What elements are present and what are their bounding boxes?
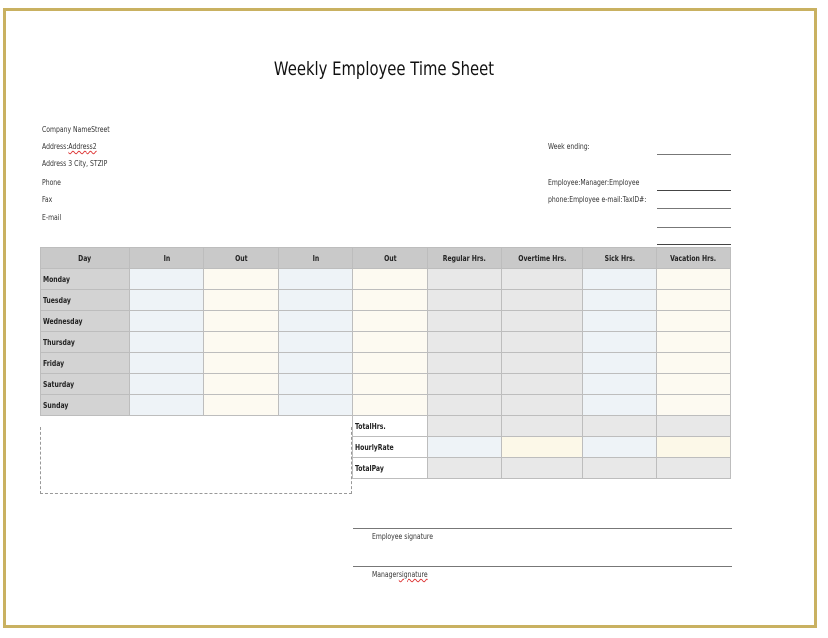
in-1-cell[interactable] bbox=[130, 311, 204, 332]
sick-hrs-cell[interactable] bbox=[583, 311, 657, 332]
phone-email-taxid-label: phone:Employee e-mail:TaxID#: bbox=[548, 195, 647, 204]
out-2-cell[interactable] bbox=[353, 290, 428, 311]
sick-hrs-cell[interactable] bbox=[583, 374, 657, 395]
sick-hrs-cell[interactable] bbox=[583, 332, 657, 353]
header-out-2: Out bbox=[353, 248, 428, 269]
total-vacation-hrs[interactable] bbox=[657, 416, 731, 437]
in-2-cell[interactable] bbox=[279, 290, 353, 311]
vacation-hrs-cell[interactable] bbox=[657, 290, 731, 311]
pay-sick[interactable] bbox=[583, 458, 657, 479]
total-sick-hrs[interactable] bbox=[583, 416, 657, 437]
day-cell: Saturday bbox=[41, 374, 130, 395]
day-cell: Sunday bbox=[41, 395, 130, 416]
out-2-cell[interactable] bbox=[353, 395, 428, 416]
header-sick-hrs: Sick Hrs. bbox=[583, 248, 657, 269]
header-vacation-hrs: Vacation Hrs. bbox=[657, 248, 731, 269]
header-regular-hrs: Regular Hrs. bbox=[428, 248, 502, 269]
header-in-2: In bbox=[279, 248, 353, 269]
in-1-cell[interactable] bbox=[130, 353, 204, 374]
company-line-3: Address 3 City, STZIP bbox=[42, 159, 108, 168]
week-ending-label: Week ending: bbox=[548, 142, 590, 151]
overtime-hrs-cell[interactable] bbox=[502, 374, 583, 395]
company-line-2: Address:Address2 bbox=[42, 142, 97, 151]
table-row bbox=[41, 311, 731, 332]
regular-hrs-cell[interactable] bbox=[428, 353, 502, 374]
day-cell: Monday bbox=[41, 269, 130, 290]
in-1-cell[interactable] bbox=[130, 269, 204, 290]
pay-overtime[interactable] bbox=[502, 458, 583, 479]
regular-hrs-cell[interactable] bbox=[428, 332, 502, 353]
sick-hrs-cell[interactable] bbox=[583, 269, 657, 290]
manager-signature-label: Managersignature bbox=[372, 570, 428, 579]
week-ending-line[interactable] bbox=[657, 154, 731, 155]
regular-hrs-cell[interactable] bbox=[428, 374, 502, 395]
hourly-rate-label: HourlyRate bbox=[353, 437, 428, 458]
day-cell: Wednesday bbox=[41, 311, 130, 332]
company-email: E-mail bbox=[42, 213, 62, 222]
overtime-hrs-cell[interactable] bbox=[502, 332, 583, 353]
regular-hrs-cell[interactable] bbox=[428, 269, 502, 290]
rate-vacation[interactable] bbox=[657, 437, 731, 458]
in-2-cell[interactable] bbox=[279, 395, 353, 416]
vacation-hrs-cell[interactable] bbox=[657, 269, 731, 290]
company-fax: Fax bbox=[42, 195, 53, 204]
table-row bbox=[41, 374, 731, 395]
rate-sick[interactable] bbox=[583, 437, 657, 458]
pay-regular[interactable] bbox=[428, 458, 502, 479]
header-out-1: Out bbox=[204, 248, 279, 269]
table-row bbox=[41, 269, 731, 290]
total-pay-label: TotalPay bbox=[353, 458, 428, 479]
employee-signature-label: Employee signature bbox=[372, 532, 434, 541]
employee-manager-label: Employee:Manager:Employee bbox=[548, 178, 640, 187]
in-2-cell[interactable] bbox=[279, 374, 353, 395]
rate-overtime[interactable] bbox=[502, 437, 583, 458]
employee-signature-line[interactable] bbox=[353, 528, 732, 529]
in-2-cell[interactable] bbox=[279, 332, 353, 353]
in-1-cell[interactable] bbox=[130, 290, 204, 311]
in-1-cell[interactable] bbox=[130, 332, 204, 353]
notes-box[interactable] bbox=[40, 427, 352, 494]
day-cell: Friday bbox=[41, 353, 130, 374]
in-1-cell[interactable] bbox=[130, 395, 204, 416]
overtime-hrs-cell[interactable] bbox=[502, 395, 583, 416]
out-1-cell[interactable] bbox=[204, 311, 279, 332]
out-1-cell[interactable] bbox=[204, 374, 279, 395]
taxid-line[interactable] bbox=[657, 244, 731, 245]
out-1-cell[interactable] bbox=[204, 290, 279, 311]
in-2-cell[interactable] bbox=[279, 269, 353, 290]
sick-hrs-cell[interactable] bbox=[583, 395, 657, 416]
manager-line[interactable] bbox=[657, 208, 731, 209]
vacation-hrs-cell[interactable] bbox=[657, 374, 731, 395]
email-line[interactable] bbox=[657, 227, 731, 228]
table-row bbox=[41, 290, 731, 311]
overtime-hrs-cell[interactable] bbox=[502, 311, 583, 332]
regular-hrs-cell[interactable] bbox=[428, 311, 502, 332]
vacation-hrs-cell[interactable] bbox=[657, 311, 731, 332]
page-title: Weekly Employee Time Sheet bbox=[273, 58, 495, 80]
vacation-hrs-cell[interactable] bbox=[657, 395, 731, 416]
header-in-1: In bbox=[130, 248, 204, 269]
company-line-1: Company NameStreet bbox=[42, 125, 110, 134]
overtime-hrs-cell[interactable] bbox=[502, 353, 583, 374]
vacation-hrs-cell[interactable] bbox=[657, 353, 731, 374]
sick-hrs-cell[interactable] bbox=[583, 353, 657, 374]
total-overtime-hrs[interactable] bbox=[502, 416, 583, 437]
out-1-cell[interactable] bbox=[204, 332, 279, 353]
header-row bbox=[41, 248, 731, 269]
overtime-hrs-cell[interactable] bbox=[502, 269, 583, 290]
overtime-hrs-cell[interactable] bbox=[502, 290, 583, 311]
rate-regular[interactable] bbox=[428, 437, 502, 458]
day-cell: Tuesday bbox=[41, 290, 130, 311]
regular-hrs-cell[interactable] bbox=[428, 290, 502, 311]
day-cell: Thursday bbox=[41, 332, 130, 353]
in-2-cell[interactable] bbox=[279, 311, 353, 332]
in-1-cell[interactable] bbox=[130, 374, 204, 395]
table-row bbox=[41, 332, 731, 353]
in-2-cell[interactable] bbox=[279, 353, 353, 374]
vacation-hrs-cell[interactable] bbox=[657, 332, 731, 353]
out-2-cell[interactable] bbox=[353, 353, 428, 374]
header-day: Day bbox=[41, 248, 130, 269]
header-overtime-hrs: Overtime Hrs. bbox=[502, 248, 583, 269]
out-2-cell[interactable] bbox=[353, 332, 428, 353]
regular-hrs-cell[interactable] bbox=[428, 395, 502, 416]
out-2-cell[interactable] bbox=[353, 269, 428, 290]
table-row bbox=[41, 395, 731, 416]
pay-vacation[interactable] bbox=[657, 458, 731, 479]
out-1-cell[interactable] bbox=[204, 269, 279, 290]
out-1-cell[interactable] bbox=[204, 395, 279, 416]
total-regular-hrs[interactable] bbox=[428, 416, 502, 437]
total-hrs-label: TotalHrs. bbox=[353, 416, 428, 437]
out-1-cell[interactable] bbox=[204, 353, 279, 374]
manager-signature-line[interactable] bbox=[353, 566, 732, 567]
company-phone: Phone bbox=[42, 178, 61, 187]
employee-line[interactable] bbox=[657, 190, 731, 191]
out-2-cell[interactable] bbox=[353, 374, 428, 395]
out-2-cell[interactable] bbox=[353, 311, 428, 332]
sick-hrs-cell[interactable] bbox=[583, 290, 657, 311]
table-row bbox=[41, 353, 731, 374]
